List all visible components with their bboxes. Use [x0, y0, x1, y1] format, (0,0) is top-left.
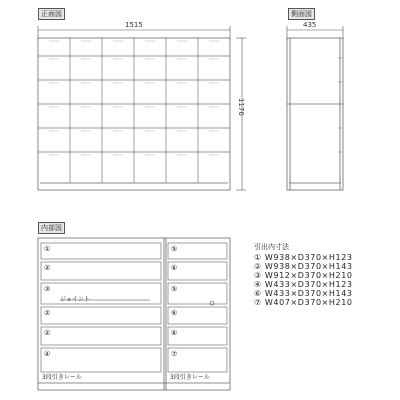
right-drawer-number: ⑥: [171, 264, 178, 272]
legend-item: [254, 253, 353, 262]
right-drawer-number: ⑥: [171, 329, 178, 337]
inner-left-drawer: [41, 307, 161, 324]
inner-left-drawer: [41, 348, 161, 372]
legend-item: [254, 271, 353, 280]
rail-label-right: 3段引きレール: [170, 374, 210, 381]
right-drawer-number: ⑤: [171, 245, 178, 253]
inner-left-drawer: [41, 327, 161, 345]
left-drawer-number: ②: [44, 264, 51, 272]
rail-label-left: 3段引きレール: [42, 374, 82, 381]
legend-mark: ①: [254, 253, 265, 262]
side-view-title: 側面図: [288, 8, 315, 20]
inner-left-drawer: [41, 243, 161, 259]
legend-mark: ⑥: [254, 289, 265, 298]
legend-item: [254, 280, 353, 289]
inner-view-cabinet: [38, 238, 230, 390]
legend-item: [254, 289, 353, 298]
right-drawer-number: ⑥: [171, 309, 178, 317]
legend-mark: ②: [254, 262, 265, 271]
legend-size: W912×D370×H210: [264, 271, 353, 280]
legend-size: W938×D370×H123: [264, 253, 353, 262]
left-drawer-number: ③: [44, 285, 51, 293]
front-drawer-grid: [38, 38, 230, 183]
side-depth-dimension: 435: [303, 21, 317, 29]
left-drawer-number: ②: [44, 309, 51, 317]
front-height-dimension-line: [236, 38, 246, 190]
legend-title: 引出内寸法: [254, 243, 289, 251]
left-drawer-number: ①: [44, 245, 51, 253]
right-drawer-number: ⑦: [171, 350, 178, 358]
legend-item: [254, 298, 353, 307]
legend-size: W433×D370×H143: [264, 289, 353, 298]
front-view-title: 正面図: [38, 8, 65, 20]
left-drawer-number: ②: [44, 329, 51, 337]
legend-size: W407×D370×H210: [264, 298, 353, 307]
side-drawer-ticks: [338, 58, 343, 152]
joint-label: ジョイント: [60, 296, 90, 303]
legend-size: W938×D370×H143: [264, 262, 353, 271]
legend-mark: ④: [254, 280, 265, 289]
inner-view-title: 内部図: [38, 222, 65, 234]
left-drawer-number: ④: [44, 350, 51, 358]
side-view-cabinet: [287, 38, 343, 190]
inner-left-drawer: [41, 262, 161, 280]
inner-drawers: [41, 243, 227, 372]
legend-size: W433×D370×H123: [264, 280, 353, 289]
right-drawer-number: ⑤: [171, 285, 178, 293]
front-height-dimension: 1176: [237, 98, 245, 116]
legend-mark: ③: [254, 271, 265, 280]
inner-left-drawer: [41, 283, 161, 304]
legend-mark: ⑦: [254, 298, 265, 307]
legend-item: [254, 262, 353, 271]
front-width-dimension: 1515: [125, 21, 143, 29]
